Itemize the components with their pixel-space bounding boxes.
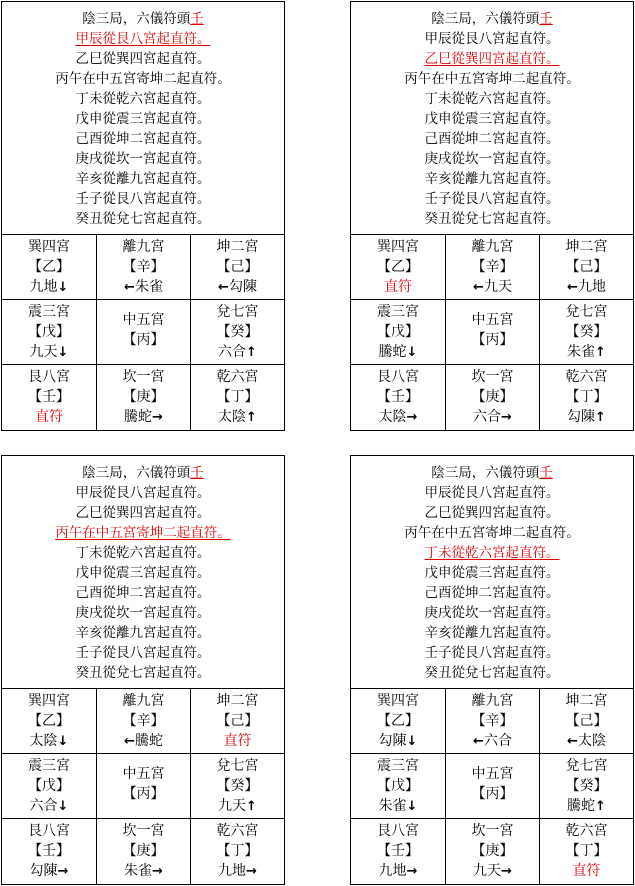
palace-cell bbox=[540, 819, 633, 884]
rule-line: 壬子從艮八宮起直符。 bbox=[424, 645, 560, 661]
deity-row bbox=[351, 407, 445, 428]
palace-name: 坎一宮 bbox=[122, 369, 165, 385]
heavenly-stem: 【丙】 bbox=[471, 786, 514, 802]
rule-line: 庚戌從坎一宮起直符。 bbox=[75, 151, 211, 167]
palace-name: 坎一宮 bbox=[471, 369, 514, 385]
rule-line: 癸丑從兌七宮起直符。 bbox=[75, 211, 211, 227]
deity-name: 太陰 bbox=[29, 733, 58, 749]
heavenly-stem: 【癸】 bbox=[216, 324, 259, 340]
deity-zhifu: 直符 bbox=[384, 279, 412, 295]
deity-zhifu: 直符 bbox=[35, 409, 63, 425]
arrow-down-icon: ↓ bbox=[57, 345, 69, 360]
arrow-right-icon: → bbox=[152, 864, 163, 879]
deity-name: 六合 bbox=[483, 733, 512, 749]
deity-row bbox=[351, 731, 445, 752]
palace-cell bbox=[351, 300, 446, 365]
heavenly-stem: 【壬】 bbox=[377, 389, 419, 405]
palace-cell bbox=[191, 754, 284, 819]
palace-cell bbox=[540, 689, 633, 754]
rule-line: 戊申從震三宮起直符。 bbox=[75, 111, 211, 127]
arrow-left-icon: ← bbox=[218, 280, 229, 295]
rule-line: 庚戌從坎一宮起直符。 bbox=[424, 151, 560, 167]
rule-line: 甲辰從艮八宮起直符。 bbox=[424, 485, 560, 501]
rule-line: 丁未從乾六宮起直符。 bbox=[75, 545, 211, 561]
deity-row bbox=[191, 342, 284, 363]
rule-line: 己酉從坤二宮起直符。 bbox=[75, 131, 211, 147]
arrow-down-icon: ↓ bbox=[57, 280, 69, 295]
palace-name: 中五宮 bbox=[471, 766, 514, 782]
palace-cell bbox=[540, 300, 633, 365]
deity-name: 騰蛇 bbox=[378, 344, 407, 360]
arrow-down-icon: ↓ bbox=[406, 799, 418, 814]
deity-zhifu: 直符 bbox=[223, 733, 252, 749]
heavenly-stem: 【戊】 bbox=[377, 324, 419, 340]
arrow-up-icon: ↑ bbox=[246, 799, 257, 814]
rules-text-block bbox=[2, 456, 284, 688]
rule-line: 乙巳從巽四宮起直符。 bbox=[75, 51, 211, 67]
arrow-left-icon: ← bbox=[567, 280, 578, 295]
rule-line: 辛亥從離九宮起直符。 bbox=[75, 625, 211, 641]
palace-cell bbox=[97, 689, 191, 754]
palace-cell bbox=[540, 754, 633, 819]
arrow-right-icon: → bbox=[152, 410, 163, 425]
deity-zhifu: 直符 bbox=[572, 863, 601, 879]
deity-row bbox=[191, 796, 284, 817]
arrow-right-icon: → bbox=[406, 410, 418, 425]
deity-name: 騰蛇 bbox=[134, 733, 163, 749]
palace-cell bbox=[351, 819, 446, 884]
heavenly-stem: 【庚】 bbox=[471, 389, 514, 405]
chart-title bbox=[351, 463, 633, 483]
deity-name: 騰蛇 bbox=[567, 798, 596, 814]
qimen-chart-panel-2 bbox=[350, 1, 634, 431]
heavenly-stem: 【丙】 bbox=[122, 786, 165, 802]
palace-cell bbox=[191, 819, 284, 884]
heavenly-stem: 【乙】 bbox=[377, 713, 419, 729]
deity-row bbox=[540, 407, 633, 428]
deity-row bbox=[97, 277, 190, 298]
heavenly-stem: 【丙】 bbox=[122, 332, 165, 348]
heavenly-stem: 【庚】 bbox=[122, 843, 165, 859]
deity-row bbox=[2, 342, 96, 363]
chart-title-head: 壬 bbox=[190, 465, 204, 481]
palace-cell bbox=[191, 365, 284, 430]
deity-name: 勾陳 bbox=[228, 279, 257, 295]
palace-name: 艮八宮 bbox=[28, 369, 70, 385]
palace-cell bbox=[2, 754, 97, 819]
chart-title-prefix: 陰三局，六儀符頭 bbox=[431, 465, 540, 481]
deity-row bbox=[446, 407, 539, 428]
palace-name: 艮八宮 bbox=[28, 823, 70, 839]
rule-line: 癸丑從兌七宮起直符。 bbox=[75, 665, 211, 681]
rule-line: 戊申從震三宮起直符。 bbox=[424, 565, 560, 581]
deity-row bbox=[2, 731, 96, 752]
heavenly-stem: 【己】 bbox=[565, 259, 608, 275]
rule-line: 己酉從坤二宮起直符。 bbox=[424, 585, 560, 601]
palace-grid bbox=[2, 688, 284, 884]
rule-line-highlighted: 丙午在中五宮寄坤二起直符。 bbox=[55, 525, 231, 541]
deity-name: 六合 bbox=[29, 798, 58, 814]
palace-name: 震三宮 bbox=[377, 304, 419, 320]
rule-line: 己酉從坤二宮起直符。 bbox=[75, 585, 211, 601]
rule-line: 辛亥從離九宮起直符。 bbox=[75, 171, 211, 187]
rule-line-highlighted: 乙巳從巽四宮起直符。 bbox=[424, 51, 560, 67]
palace-grid bbox=[351, 688, 633, 884]
palace-cell bbox=[351, 754, 446, 819]
palace-name: 兌七宮 bbox=[565, 758, 608, 774]
palace-cell bbox=[2, 235, 97, 300]
palace-grid bbox=[351, 234, 633, 430]
rule-line: 丙午在中五宮寄坤二起直符。 bbox=[404, 71, 580, 87]
deity-name: 太陰 bbox=[378, 409, 407, 425]
heavenly-stem: 【辛】 bbox=[471, 259, 514, 275]
palace-name: 兌七宮 bbox=[216, 304, 259, 320]
palace-cell bbox=[191, 235, 284, 300]
arrow-up-icon: ↑ bbox=[595, 799, 606, 814]
palace-cell bbox=[2, 689, 97, 754]
deity-row bbox=[97, 861, 190, 882]
palace-grid bbox=[2, 234, 284, 430]
arrow-down-icon: ↓ bbox=[57, 799, 69, 814]
deity-row bbox=[351, 342, 445, 363]
heavenly-stem: 【乙】 bbox=[28, 259, 70, 275]
arrow-up-icon: ↑ bbox=[246, 345, 257, 360]
rules-text-block bbox=[351, 2, 633, 234]
palace-cell bbox=[446, 754, 540, 819]
palace-name: 乾六宮 bbox=[565, 823, 608, 839]
chart-title-prefix: 陰三局，六儀符頭 bbox=[82, 11, 191, 27]
heavenly-stem: 【壬】 bbox=[377, 843, 419, 859]
deity-row bbox=[191, 861, 284, 882]
deity-name: 朱雀 bbox=[378, 798, 407, 814]
palace-cell bbox=[97, 365, 191, 430]
arrow-right-icon: → bbox=[57, 864, 69, 879]
palace-name: 中五宮 bbox=[122, 766, 165, 782]
heavenly-stem: 【辛】 bbox=[122, 259, 165, 275]
palace-name: 坎一宮 bbox=[471, 823, 514, 839]
heavenly-stem: 【癸】 bbox=[565, 778, 608, 794]
chart-title bbox=[2, 463, 284, 483]
deity-row bbox=[446, 277, 539, 298]
arrow-up-icon: ↑ bbox=[595, 410, 606, 425]
deity-row bbox=[191, 277, 284, 298]
arrow-left-icon: ← bbox=[567, 734, 578, 749]
deity-row bbox=[540, 342, 633, 363]
heavenly-stem: 【癸】 bbox=[216, 778, 259, 794]
deity-row bbox=[97, 407, 190, 428]
heavenly-stem: 【庚】 bbox=[122, 389, 165, 405]
deity-row bbox=[2, 796, 96, 817]
palace-name: 兌七宮 bbox=[565, 304, 608, 320]
rules-text-block bbox=[2, 2, 284, 234]
deity-name: 勾陳 bbox=[378, 733, 407, 749]
heavenly-stem: 【辛】 bbox=[122, 713, 165, 729]
deity-name: 朱雀 bbox=[567, 344, 596, 360]
deity-row bbox=[540, 796, 633, 817]
heavenly-stem: 【戊】 bbox=[28, 778, 70, 794]
rule-line: 壬子從艮八宮起直符。 bbox=[75, 191, 211, 207]
palace-name: 震三宮 bbox=[28, 758, 70, 774]
arrow-left-icon: ← bbox=[124, 734, 135, 749]
deity-name: 九地 bbox=[29, 279, 58, 295]
rule-line: 癸丑從兌七宮起直符。 bbox=[424, 665, 560, 681]
deity-row bbox=[351, 277, 445, 297]
deity-row bbox=[351, 796, 445, 817]
rule-line: 戊申從震三宮起直符。 bbox=[424, 111, 560, 127]
deity-name: 九天 bbox=[218, 798, 247, 814]
palace-name: 離九宮 bbox=[471, 239, 514, 255]
chart-title bbox=[2, 9, 284, 29]
rule-line: 丙午在中五宮寄坤二起直符。 bbox=[404, 525, 580, 541]
palace-name: 乾六宮 bbox=[565, 369, 608, 385]
deity-row bbox=[2, 861, 96, 882]
palace-cell bbox=[446, 819, 540, 884]
heavenly-stem: 【己】 bbox=[216, 713, 259, 729]
palace-cell bbox=[97, 235, 191, 300]
palace-name: 震三宮 bbox=[377, 758, 419, 774]
rule-line: 癸丑從兌七宮起直符。 bbox=[424, 211, 560, 227]
palace-cell bbox=[351, 689, 446, 754]
deity-row bbox=[2, 277, 96, 298]
deity-row bbox=[540, 731, 633, 752]
deity-name: 六合 bbox=[218, 344, 247, 360]
palace-cell bbox=[446, 689, 540, 754]
palace-name: 離九宮 bbox=[122, 693, 165, 709]
arrow-left-icon: ← bbox=[473, 280, 484, 295]
deity-name: 勾陳 bbox=[29, 863, 58, 879]
palace-cell bbox=[2, 300, 97, 365]
deity-name: 九天 bbox=[483, 279, 512, 295]
rule-line: 庚戌從坎一宮起直符。 bbox=[424, 605, 560, 621]
palace-cell bbox=[191, 300, 284, 365]
palace-name: 震三宮 bbox=[28, 304, 70, 320]
palace-name: 兌七宮 bbox=[216, 758, 259, 774]
arrow-right-icon: → bbox=[501, 864, 512, 879]
heavenly-stem: 【己】 bbox=[216, 259, 259, 275]
deity-row bbox=[351, 861, 445, 882]
chart-title-prefix: 陰三局，六儀符頭 bbox=[431, 11, 540, 27]
deity-name: 六合 bbox=[473, 409, 502, 425]
deity-row bbox=[191, 731, 284, 751]
palace-name: 巽四宮 bbox=[377, 239, 419, 255]
palace-cell bbox=[351, 365, 446, 430]
deity-row bbox=[540, 861, 633, 881]
arrow-up-icon: ↑ bbox=[246, 410, 257, 425]
deity-row bbox=[540, 277, 633, 298]
deity-name: 九天 bbox=[473, 863, 502, 879]
rule-line: 甲辰從艮八宮起直符。 bbox=[424, 31, 560, 47]
heavenly-stem: 【乙】 bbox=[28, 713, 70, 729]
deity-name: 九天 bbox=[29, 344, 58, 360]
rule-line: 乙巳從巽四宮起直符。 bbox=[424, 505, 560, 521]
palace-name: 巽四宮 bbox=[377, 693, 419, 709]
palace-name: 離九宮 bbox=[471, 693, 514, 709]
heavenly-stem: 【丁】 bbox=[565, 389, 608, 405]
rules-text-block bbox=[351, 456, 633, 688]
deity-row bbox=[2, 407, 96, 427]
palace-name: 坤二宮 bbox=[216, 239, 259, 255]
palace-cell bbox=[540, 365, 633, 430]
rule-line: 壬子從艮八宮起直符。 bbox=[424, 191, 560, 207]
palace-name: 坤二宮 bbox=[565, 239, 608, 255]
heavenly-stem: 【丁】 bbox=[216, 843, 259, 859]
deity-row bbox=[97, 731, 190, 752]
arrow-up-icon: ↑ bbox=[595, 345, 606, 360]
palace-name: 中五宮 bbox=[471, 312, 514, 328]
heavenly-stem: 【戊】 bbox=[377, 778, 419, 794]
deity-name: 朱雀 bbox=[124, 863, 153, 879]
arrow-down-icon: ↓ bbox=[406, 734, 418, 749]
rule-line: 辛亥從離九宮起直符。 bbox=[424, 171, 560, 187]
heavenly-stem: 【壬】 bbox=[28, 389, 70, 405]
heavenly-stem: 【壬】 bbox=[28, 843, 70, 859]
arrow-left-icon: ← bbox=[473, 734, 484, 749]
chart-title-prefix: 陰三局，六儀符頭 bbox=[82, 465, 191, 481]
rule-line: 乙巳從巽四宮起直符。 bbox=[75, 505, 211, 521]
palace-name: 離九宮 bbox=[122, 239, 165, 255]
deity-name: 九地 bbox=[218, 863, 247, 879]
chart-title-head: 壬 bbox=[539, 465, 553, 481]
deity-row bbox=[446, 731, 539, 752]
rule-line: 己酉從坤二宮起直符。 bbox=[424, 131, 560, 147]
deity-name: 騰蛇 bbox=[124, 409, 153, 425]
palace-cell bbox=[97, 300, 191, 365]
heavenly-stem: 【丙】 bbox=[471, 332, 514, 348]
heavenly-stem: 【丁】 bbox=[565, 843, 608, 859]
heavenly-stem: 【辛】 bbox=[471, 713, 514, 729]
palace-cell bbox=[446, 365, 540, 430]
rule-line: 丁未從乾六宮起直符。 bbox=[75, 91, 211, 107]
rule-line: 戊申從震三宮起直符。 bbox=[75, 565, 211, 581]
heavenly-stem: 【庚】 bbox=[471, 843, 514, 859]
palace-cell bbox=[97, 754, 191, 819]
arrow-right-icon: → bbox=[501, 410, 512, 425]
palace-name: 艮八宮 bbox=[377, 369, 419, 385]
chart-title bbox=[351, 9, 633, 29]
rule-line: 丙午在中五宮寄坤二起直符。 bbox=[55, 71, 231, 87]
palace-cell bbox=[2, 365, 97, 430]
palace-name: 巽四宮 bbox=[28, 693, 70, 709]
palace-cell bbox=[540, 235, 633, 300]
deity-name: 太陰 bbox=[218, 409, 247, 425]
rule-line-highlighted: 甲辰從艮八宮起直符。 bbox=[75, 31, 211, 47]
palace-name: 乾六宮 bbox=[216, 823, 259, 839]
palace-cell bbox=[351, 235, 446, 300]
palace-cell bbox=[97, 819, 191, 884]
qimen-chart-panel-4 bbox=[350, 455, 634, 885]
heavenly-stem: 【癸】 bbox=[565, 324, 608, 340]
deity-row bbox=[191, 407, 284, 428]
qimen-chart-panel-1 bbox=[1, 1, 285, 431]
palace-name: 坤二宮 bbox=[216, 693, 259, 709]
rule-line: 甲辰從艮八宮起直符。 bbox=[75, 485, 211, 501]
palace-cell bbox=[191, 689, 284, 754]
palace-name: 中五宮 bbox=[122, 312, 165, 328]
rule-line: 丁未從乾六宮起直符。 bbox=[424, 91, 560, 107]
arrow-left-icon: ← bbox=[124, 280, 135, 295]
rule-line: 庚戌從坎一宮起直符。 bbox=[75, 605, 211, 621]
deity-row bbox=[446, 861, 539, 882]
palace-name: 坎一宮 bbox=[122, 823, 165, 839]
palace-name: 乾六宮 bbox=[216, 369, 259, 385]
palace-name: 巽四宮 bbox=[28, 239, 70, 255]
heavenly-stem: 【己】 bbox=[565, 713, 608, 729]
rule-line: 壬子從艮八宮起直符。 bbox=[75, 645, 211, 661]
palace-name: 艮八宮 bbox=[377, 823, 419, 839]
deity-name: 太陰 bbox=[577, 733, 606, 749]
palace-cell bbox=[446, 235, 540, 300]
qimen-chart-panel-3 bbox=[1, 455, 285, 885]
arrow-right-icon: → bbox=[406, 864, 418, 879]
palace-name: 坤二宮 bbox=[565, 693, 608, 709]
arrow-down-icon: ↓ bbox=[57, 734, 69, 749]
palace-cell bbox=[446, 300, 540, 365]
deity-name: 勾陳 bbox=[567, 409, 596, 425]
arrow-down-icon: ↓ bbox=[406, 345, 418, 360]
deity-name: 九地 bbox=[378, 863, 407, 879]
chart-title-head: 壬 bbox=[539, 11, 553, 27]
arrow-right-icon: → bbox=[246, 864, 257, 879]
rule-line-highlighted: 丁未從乾六宮起直符。 bbox=[424, 545, 560, 561]
heavenly-stem: 【戊】 bbox=[28, 324, 70, 340]
rule-line: 辛亥從離九宮起直符。 bbox=[424, 625, 560, 641]
heavenly-stem: 【乙】 bbox=[377, 259, 419, 275]
palace-cell bbox=[2, 819, 97, 884]
deity-name: 朱雀 bbox=[134, 279, 163, 295]
chart-title-head: 壬 bbox=[190, 11, 204, 27]
deity-name: 九地 bbox=[577, 279, 606, 295]
heavenly-stem: 【丁】 bbox=[216, 389, 259, 405]
